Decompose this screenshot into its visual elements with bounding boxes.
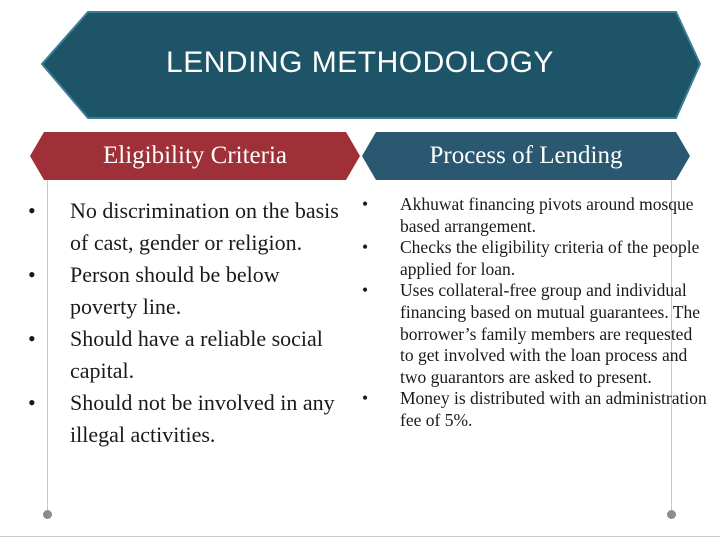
right-header-label: Process of Lending	[429, 142, 623, 169]
left-bullet-list	[28, 195, 350, 451]
list-item	[362, 388, 707, 431]
bullet-icon: •	[362, 280, 369, 301]
list-item	[28, 387, 350, 451]
bullet-icon: •	[28, 390, 36, 415]
bullet-icon: •	[362, 388, 369, 409]
bullet-icon: •	[28, 326, 36, 351]
right-bullet-list	[362, 194, 707, 432]
list-item	[28, 195, 350, 259]
list-item	[362, 237, 707, 280]
frame-bottom-line	[0, 536, 720, 537]
list-item	[28, 323, 350, 387]
bullet-icon: •	[362, 194, 369, 214]
bullet-icon: •	[362, 237, 369, 258]
list-item-text: Person should be below poverty line.	[70, 262, 280, 319]
bullet-icon: •	[28, 262, 36, 287]
list-item-text: Uses collateral-free group and individual financing based on mutual guarantees. The borrower’s family members are requested to get involved with the loan process and two guarantors are asked to present.	[400, 280, 700, 387]
title-banner	[0, 0, 720, 125]
list-item-text: Should not be involved in any illegal activities.	[70, 390, 335, 447]
frame-right-dot	[667, 510, 676, 519]
list-item	[362, 280, 707, 388]
list-item-text: Akhuwat financing pivots around mosque based arrangement.	[400, 194, 694, 236]
list-item-text: Should have a reliable social capital.	[70, 326, 323, 383]
left-header-label: Eligibility Criteria	[103, 142, 287, 169]
list-item-text: No discrimination on the basis of cast, gender or religion.	[70, 198, 339, 255]
right-column-header	[362, 132, 690, 180]
left-column-header	[30, 132, 360, 180]
bullet-icon: •	[28, 198, 36, 223]
page-title: LENDING METHODOLOGY	[166, 46, 554, 79]
list-item	[28, 259, 350, 323]
list-item-text: Checks the eligibility criteria of the people applied for loan.	[400, 237, 700, 279]
frame-left-dot	[43, 510, 52, 519]
list-item-text: Money is distributed with an administration fee of 5%.	[400, 388, 707, 430]
list-item	[362, 194, 707, 237]
